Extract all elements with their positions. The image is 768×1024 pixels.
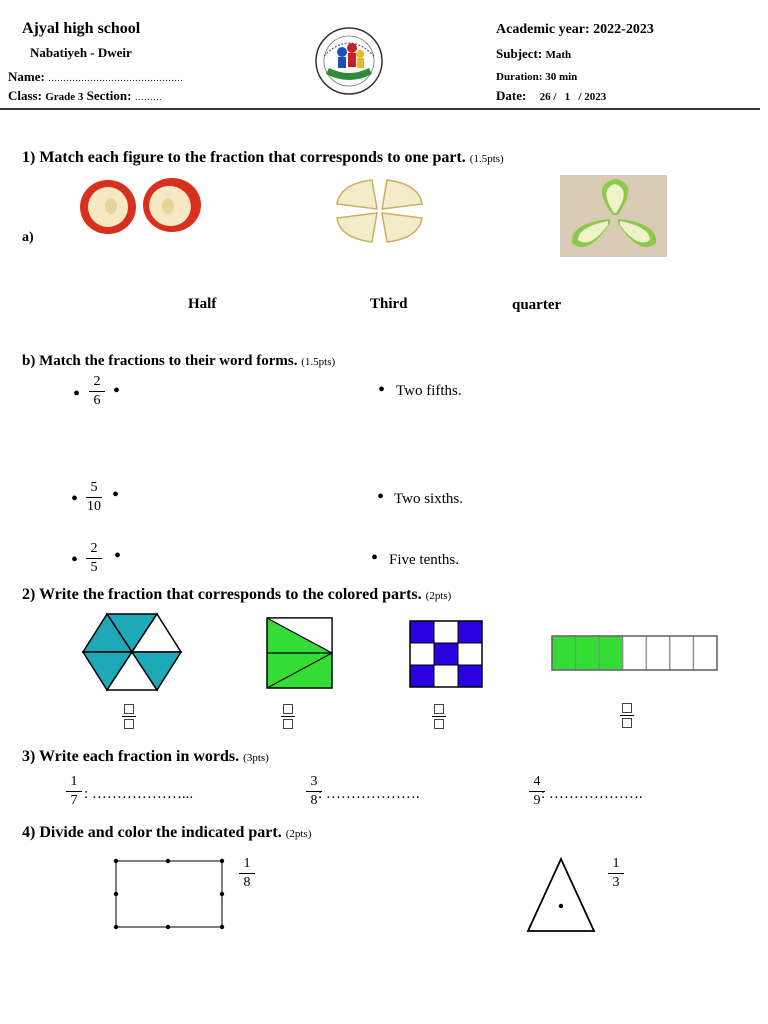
answer-fraction-1[interactable] (122, 704, 136, 729)
q3-points: (3pts) (243, 752, 269, 764)
grid-cell (458, 621, 482, 643)
academic-year: Academic year: 2022-2023 (496, 22, 654, 37)
bullet-left-3b[interactable]: • (114, 545, 122, 567)
fraction-numerator: 4 (533, 774, 541, 789)
school-name: Ajyal high school (22, 20, 141, 37)
fraction-1-8 (239, 856, 255, 891)
fraction-5-10 (86, 480, 102, 515)
grid-cell (434, 665, 458, 687)
fraction-numerator: 2 (93, 374, 101, 389)
fraction-denominator: 10 (87, 499, 101, 514)
bullet-right-2[interactable]: • (377, 486, 385, 508)
fraction-numerator: 1 (243, 856, 251, 871)
school-location: Nabatiyeh - Dweir (30, 45, 132, 60)
section-label: Section: (86, 88, 132, 103)
header-divider (0, 108, 760, 110)
q1-title (22, 149, 504, 167)
grid-cell (434, 621, 458, 643)
fraction-1-7 (66, 774, 82, 809)
word-half: Half (188, 296, 217, 312)
bar-cell (693, 636, 717, 670)
q1-points: (1.5pts) (469, 153, 504, 165)
bullet-right-3[interactable]: • (371, 547, 379, 569)
fraction-numerator: 1 (612, 856, 620, 871)
subject-value: Math (545, 49, 572, 61)
grid-cell (410, 643, 434, 665)
apple-quarters-icon (332, 176, 427, 246)
date-label: Date: (496, 88, 527, 103)
fraction-numerator: 3 (310, 774, 318, 789)
grid-cell (410, 665, 434, 687)
bullet-left-1[interactable]: • (73, 383, 81, 405)
word-form-two-sixths: Two sixths. (394, 491, 463, 507)
q1b-points: (1.5pts) (301, 356, 336, 368)
apple-halves-icon (78, 176, 203, 236)
name-label: Name: (8, 69, 45, 84)
fraction-denominator: 3 (612, 875, 620, 890)
apple-thirds-icon (560, 175, 667, 257)
answer-fraction-3[interactable] (432, 704, 446, 729)
checker-grid-figure (410, 621, 482, 687)
fraction-denominator: 8 (310, 793, 318, 808)
subject-label: Subject: (496, 46, 543, 61)
name-row (8, 69, 183, 85)
square-triangles-figure (267, 618, 332, 688)
fraction-numerator: 5 (90, 480, 98, 495)
bar-cell (599, 636, 623, 670)
section-blank[interactable]: ……… (134, 92, 162, 102)
answer-line-1[interactable]: : ………………... (84, 786, 194, 802)
bullet-right-1[interactable]: • (378, 379, 386, 401)
bullet-left-2[interactable]: • (71, 488, 79, 510)
fraction-denominator: 8 (243, 875, 251, 890)
q1-part-a-label: a) (22, 230, 34, 245)
bar-cell (646, 636, 670, 670)
bullet-left-2b[interactable]: • (112, 484, 120, 506)
q1b-title-text: b) Match the fractions to their word forms. (22, 353, 298, 369)
rectangle-to-divide[interactable] (114, 859, 224, 929)
bar-cell (623, 636, 647, 670)
fraction-denominator: 5 (90, 560, 98, 575)
q1-title-text: 1) Match each figure to the fraction that corresponds to one part. (22, 149, 466, 166)
date-value: 26 / 1 / 2023 (539, 91, 607, 103)
q4-title (22, 824, 311, 842)
bar-cell (552, 636, 576, 670)
q2-title-text: 2) Write the fraction that corresponds to the colored parts. (22, 586, 422, 603)
grid-cell (434, 643, 458, 665)
bullet-left-3[interactable]: • (71, 549, 79, 571)
fraction-1-3 (608, 856, 624, 891)
subject-row (496, 46, 571, 62)
grid-cell (458, 643, 482, 665)
bullet-left-1b[interactable]: • (113, 380, 121, 402)
bar-strip-figure (552, 636, 717, 670)
bar-cell (576, 636, 600, 670)
school-crest-icon (314, 26, 384, 96)
answer-line-3[interactable]: : ………………. (541, 786, 643, 802)
word-form-five-tenths: Five tenths. (389, 552, 459, 568)
fraction-denominator: 6 (93, 393, 101, 408)
answer-fraction-4[interactable] (620, 703, 634, 728)
q3-title-text: 3) Write each fraction in words. (22, 748, 240, 765)
duration: Duration: 30 min (496, 71, 578, 83)
grade-value: Grade 3 (45, 91, 84, 103)
fraction-2-6 (89, 374, 105, 409)
answer-line-2[interactable]: : ………………. (318, 786, 420, 802)
class-label: Class: (8, 88, 42, 103)
fraction-2-5 (86, 541, 102, 576)
grid-cell (410, 621, 434, 643)
bar-cell (670, 636, 694, 670)
class-row (8, 88, 162, 104)
triangle-to-divide[interactable] (527, 858, 595, 932)
fraction-numerator: 2 (90, 541, 98, 556)
date-row (496, 88, 606, 104)
q4-title-text: 4) Divide and color the indicated part. (22, 824, 282, 841)
fraction-numerator: 1 (70, 774, 78, 789)
q4-points: (2pts) (285, 828, 312, 840)
q3-title (22, 748, 269, 766)
grid-cell (458, 665, 482, 687)
q2-points: (2pts) (425, 590, 452, 602)
name-blank[interactable]: ……………………………………… (48, 73, 184, 83)
word-quarter: quarter (512, 297, 562, 313)
hexagon-figure (82, 613, 182, 691)
fraction-denominator: 9 (533, 793, 541, 808)
q2-title (22, 586, 451, 604)
word-form-two-fifths: Two fifths. (396, 383, 462, 399)
fraction-denominator: 7 (70, 793, 78, 808)
q1b-title (22, 353, 335, 370)
word-third: Third (370, 296, 408, 312)
answer-fraction-2[interactable] (281, 704, 295, 729)
